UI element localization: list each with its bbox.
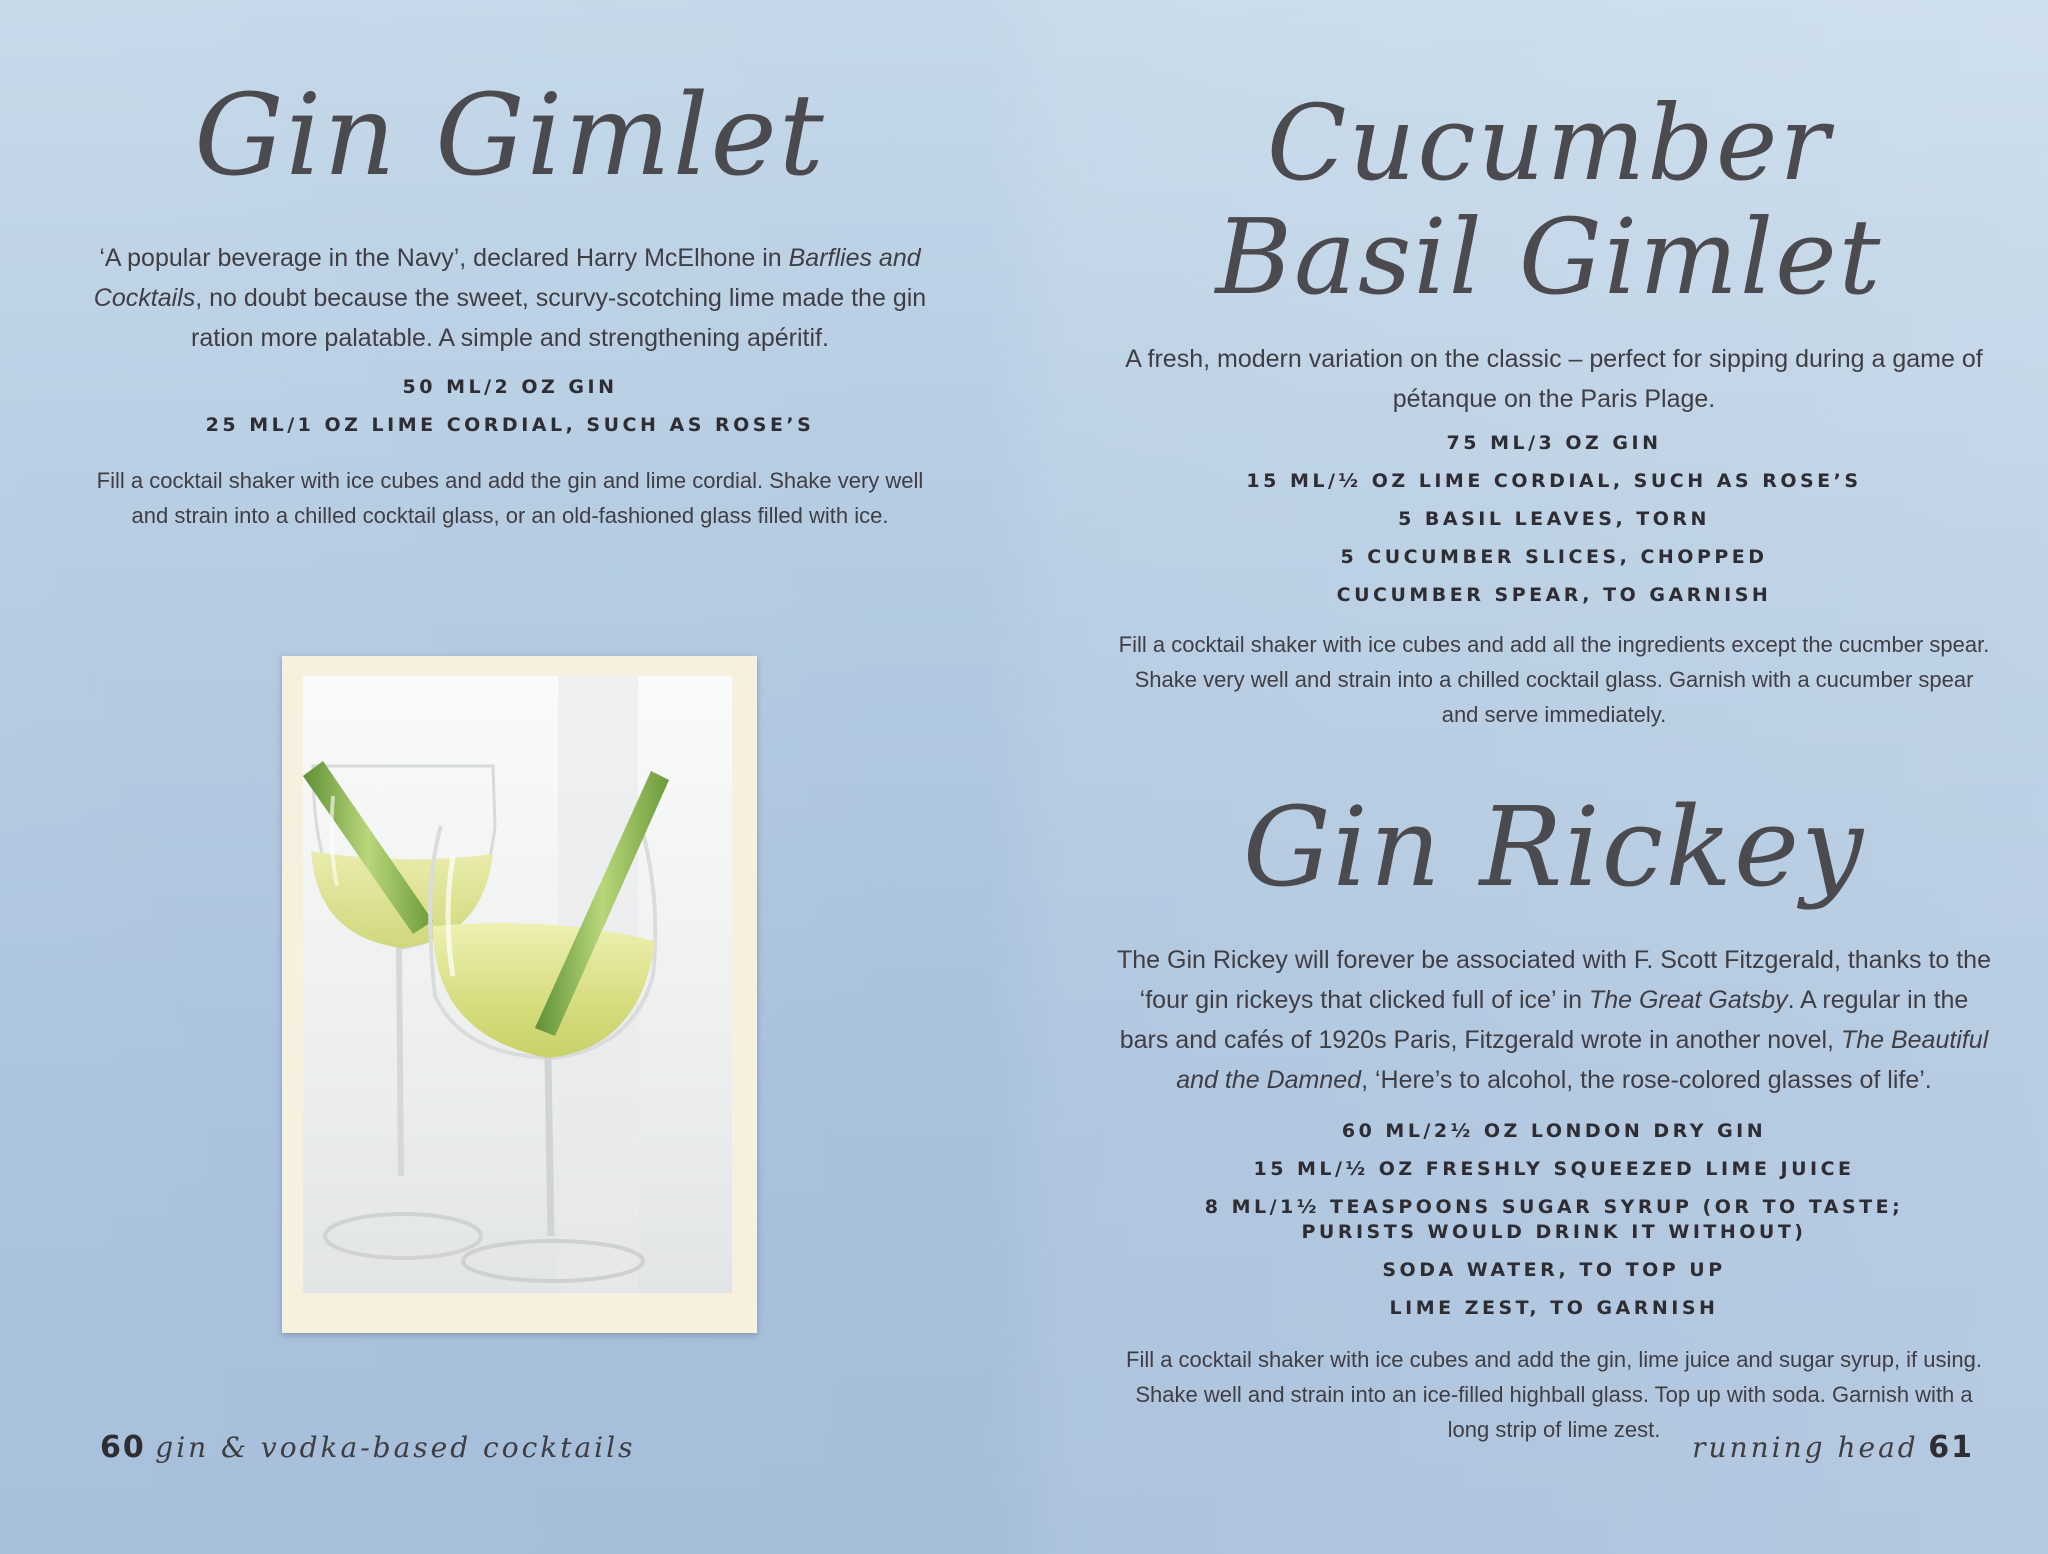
recipe-method-cucumber-basil-gimlet: Fill a cocktail shaker with ice cubes and add all the ingredients except the cucmber spear. Shake very well and strain into a chilled cocktail glass. Garnish with a cucumber spear and serve immediately. <box>1118 632 1990 727</box>
ingredient-item: 60 ML/2½ OZ LONDON DRY GIN <box>1341 1120 1767 1142</box>
ingredient-item: CUCUMBER SPEAR, TO GARNISH <box>1336 584 1772 606</box>
cocktail-photo <box>303 676 732 1293</box>
ingredient-item: 15 ML/½ OZ FRESHLY SQUEEZED LIME JUICE <box>1253 1158 1855 1180</box>
recipe-intro-gin-gimlet <box>90 238 930 358</box>
book-title: The Beautiful and the Damned <box>1176 1026 1989 1094</box>
page-number: 61 <box>1928 1430 1974 1465</box>
intro-text: The Gin Rickey will forever be associated with F. Scott Fitzgerald, thanks to the ‘four gin rickeys that clicked full of ice’ in <box>1117 946 1991 1014</box>
ingredient-item: 15 ML/½ OZ LIME CORDIAL, SUCH AS ROSE’S <box>1246 470 1862 492</box>
ingredient-list-gin-rickey <box>1144 1112 1964 1327</box>
intro-text: , no doubt because the sweet, scurvy-scotching lime made the gin ration more palatable. A simple and strengthening apéritif. <box>191 284 927 352</box>
ingredient-item: 5 CUCUMBER SLICES, CHOPPED <box>1340 546 1768 568</box>
ingredient-item: 50 ML/2 OZ GIN <box>402 376 618 398</box>
ingredient-item: 75 ML/3 OZ GIN <box>1446 432 1662 454</box>
ingredient-list-gin-gimlet <box>150 368 870 444</box>
intro-text: , ‘Here’s to alcohol, the rose-colored glasses of life’. <box>1361 1066 1932 1094</box>
recipe-method-gin-rickey: Fill a cocktail shaker with ice cubes and add the gin, lime juice and sugar syrup, if using. Shake well and strain into an ice-filled highball glass. Top up with soda. Garnish with a long strip of lime zest. <box>1126 1347 1982 1442</box>
recipe-title-gin-rickey: Gin Rickey <box>1242 783 1866 911</box>
recipe-intro-gin-rickey <box>1114 940 1994 1100</box>
intro-text: . A regular in the bars and cafés of 1920s Paris, Fitzgerald wrote in another novel, <box>1119 986 1969 1054</box>
page-number: 60 <box>100 1430 146 1465</box>
ingredient-item: 25 ML/1 OZ LIME CORDIAL, SUCH AS ROSE’S <box>205 414 815 436</box>
ingredient-item: 5 BASIL LEAVES, TORN <box>1398 508 1710 530</box>
recipe-title-cucumber-basil-gimlet <box>1084 82 2014 318</box>
ingredient-item: 8 ML/1½ TEASPOONS SUGAR SYRUP (OR TO TASTE; PURISTS WOULD DRINK IT WITHOUT) <box>1204 1196 1904 1243</box>
recipe-method-gin-gimlet: Fill a cocktail shaker with ice cubes and add the gin and lime cordial. Shake very well and strain into a chilled cocktail glass, or an old-fashioned glass filled with ice. <box>96 468 924 528</box>
photo-frame <box>282 656 757 1333</box>
title-line: Basil Gimlet <box>1215 196 1883 318</box>
book-title: The Great Gatsby <box>1588 986 1788 1014</box>
recipe-intro-cucumber-basil-gimlet: A fresh, modern variation on the classic – perfect for sipping during a game of pétanque on the Paris Plage. <box>1125 345 1983 413</box>
running-head: gin & vodka-based cocktails <box>155 1431 636 1464</box>
title-line: Cucumber <box>1266 82 1832 204</box>
running-head: running head <box>1692 1431 1919 1464</box>
recipe-title-gin-gimlet: Gin Gimlet <box>194 71 826 201</box>
intro-text: ‘A popular beverage in the Navy’, declared Harry McElhone in <box>99 244 789 272</box>
folio-right <box>1692 1430 1974 1465</box>
book-title: Barflies and Cocktails <box>93 244 921 312</box>
ingredient-list-cucumber-basil-gimlet <box>1144 424 1964 614</box>
ingredient-item: LIME ZEST, TO GARNISH <box>1389 1297 1719 1319</box>
right-page <box>1024 0 2048 1554</box>
ingredient-item: SODA WATER, TO TOP UP <box>1382 1259 1726 1281</box>
folio-left <box>100 1430 635 1465</box>
